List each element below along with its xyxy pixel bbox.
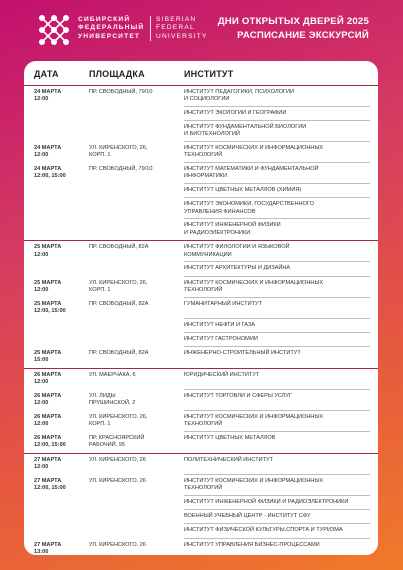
place-cell: УЛ. КИРЕНСКОГО, 26: [89, 456, 146, 463]
table-body: [24, 85, 378, 555]
institute-cell: ИНСТИТУТ ГАСТРОНОМИИ: [184, 335, 258, 342]
logo-line: УНИВЕРСИТЕТ: [78, 32, 141, 40]
table-row: [24, 496, 378, 510]
page-title: [218, 15, 369, 43]
place-cell: УЛ. КИРЕНСКОГО, 26, КОРП. 1: [89, 279, 148, 293]
place-cell: УЛ. ЛИДЫ ПРУШИНСКОЙ, 2: [89, 392, 136, 407]
date-cell: 27 МАРТА 12:00: [34, 456, 62, 471]
institute-cell: ИНСТИТУТ ФИЛОЛОГИИ И ЯЗЫКОВОЙ КОММУНИКАЦИИ: [184, 244, 290, 258]
date-cell: 25 МАРТА 12:00, 15:00: [34, 300, 66, 314]
date-cell: 26 МАРТА 12:00: [34, 392, 62, 407]
logo-line: ФЕДЕРАЛЬНЫЙ: [78, 24, 145, 32]
table-row: [24, 219, 378, 240]
date-cell: 25 МАРТА 12:00: [34, 279, 62, 293]
schedule-card: [24, 61, 378, 555]
title-line: РАСПИСАНИЕ ЭКСКУРСИЙ: [237, 30, 369, 41]
logo-line: СИБИРСКИЙ: [78, 16, 131, 23]
table-row: [24, 107, 378, 121]
table-row: [24, 333, 378, 347]
table-row: [24, 262, 378, 276]
logo-line: FEDERAL: [156, 24, 195, 32]
place-cell: ПР. СВОБОДНЫЙ, 79/10: [89, 166, 153, 173]
table-row: [24, 198, 378, 219]
place-cell: ПР. КРАСНОЯРСКИЙ РАБОЧИЙ, 95: [89, 434, 145, 449]
date-cell: 26 МАРТА 12:00: [34, 371, 62, 386]
logo-line: UNIVERSITY: [156, 32, 208, 40]
institute-cell: ИНСТИТУТ ЦВЕТНЫХ МЕТАЛЛОВ: [184, 434, 276, 441]
logo-text-en: [150, 16, 208, 41]
place-cell: ПР. СВОБОДНЫЙ, 82А: [89, 300, 149, 307]
place-cell: УЛ. КИРЕНСКОГО, 26, КОРП. 1: [89, 145, 148, 159]
column-header-date: ДАТА: [34, 69, 59, 79]
table-row: [24, 524, 378, 538]
institute-cell: ИНСТИТУТ КОСМИЧЕСКИХ И ИНФОРМАЦИОННЫХ ТЕХНОЛОГИЙ: [184, 279, 324, 293]
table-row: [24, 390, 378, 411]
place-cell: УЛ. МАЕРЧАКА, 6: [89, 371, 136, 378]
table-row: [24, 184, 378, 198]
table-row: [24, 539, 378, 556]
day-group: [24, 240, 378, 368]
day-group: [24, 453, 378, 555]
table-header: [24, 61, 378, 85]
institute-cell: ИНСТИТУТ КОСМИЧЕСКИХ И ИНФОРМАЦИОННЫХ ТЕХНОЛОГИЙ: [184, 477, 324, 492]
institute-cell: ИНСТИТУТ ПЕДАГОГИКИ, ПСИХОЛОГИИ И СОЦИОЛОГИИ: [184, 89, 295, 103]
institute-cell: ИНСТИТУТ ФУНДАМЕНТАЛЬНОЙ БИОЛОГИИ И БИОТЕХНОЛОГИЙ: [184, 124, 307, 138]
table-row: [24, 411, 378, 432]
date-cell: 24 МАРТА 12:00: [34, 145, 62, 159]
date-cell: 24 МАРТА 12:00, 15:00: [34, 166, 66, 180]
institute-cell: ИНСТИТУТ КОСМИЧЕСКИХ И ИНФОРМАЦИОННЫХ ТЕХНОЛОГИЙ: [184, 413, 324, 428]
logo-text-ru: [78, 16, 144, 41]
institute-cell: ИНЖЕНЕРНО-СТРОИТЕЛЬНЫЙ ИНСТИТУТ: [184, 349, 301, 356]
institute-cell: ИНСТИТУТ ЭКОНОМИКИ, ГОСУДАРСТВЕННОГО УПРАВЛЕНИЯ ФИНАНСОВ: [184, 201, 314, 215]
date-cell: 27 МАРТА 12:00, 15:00: [34, 477, 66, 492]
table-row: [24, 319, 378, 333]
place-cell: ПР. СВОБОДНЫЙ, 82А: [89, 349, 149, 356]
institute-cell: ПОЛИТЕХНИЧЕСКИЙ ИНСТИТУТ: [184, 456, 274, 463]
institute-cell: ИНСТИТУТ КОСМИЧЕСКИХ И ИНФОРМАЦИОННЫХ ТЕХНОЛОГИЙ: [184, 145, 324, 159]
table-row: [24, 475, 378, 496]
table-row: [24, 510, 378, 524]
logo-line: SIBERIAN: [156, 16, 197, 23]
table-row: [24, 86, 378, 107]
table-row: [24, 347, 378, 368]
table-row: [24, 142, 378, 163]
institute-cell: ИНСТИТУТ ЭКОЛОГИИ И ГЕОГРАФИИ: [184, 110, 287, 116]
day-group: [24, 85, 378, 240]
column-header-institute: ИНСТИТУТ: [184, 69, 234, 79]
date-cell: 26 МАРТА 12:00: [34, 413, 62, 428]
institute-cell: ИНСТИТУТ ИНЖЕНЕРНОЙ ФИЗИКИ И РАДИОЭЛЕКТРОНИКИ: [184, 222, 281, 236]
institute-cell: ИНСТИТУТ АРХИТЕКТУРЫ И ДИЗАЙНА: [184, 265, 291, 272]
institute-cell: ГУМАНИТАРНЫЙ ИНСТИТУТ: [184, 300, 263, 307]
date-cell: 24 МАРТА 12:00: [34, 89, 62, 103]
sfu-logo-icon: [36, 12, 72, 48]
institute-cell: ИНСТИТУТ УПРАВЛЕНИЯ БИЗНЕС-ПРОЦЕССАМИ: [184, 541, 320, 548]
institute-cell: ИНСТИТУТ ЦВЕТНЫХ МЕТАЛЛОВ (ХИМИЯ): [184, 187, 302, 194]
table-row: [24, 298, 378, 319]
date-cell: 25 МАРТА 15:00: [34, 349, 62, 364]
place-cell: УЛ. КИРЕНСКОГО, 26: [89, 477, 146, 484]
column-header-place: ПЛОЩАДКА: [89, 69, 145, 79]
institute-cell: ИНСТИТУТ НЕФТИ И ГАЗА: [184, 321, 255, 328]
institute-cell: ИНСТИТУТ МАТЕМАТИКИ И ФУНДАМЕНТАЛЬНОЙ ИНФОРМАТИКИ: [184, 166, 319, 180]
date-cell: 27 МАРТА 13:00: [34, 541, 62, 555]
header: [0, 0, 403, 58]
institute-cell: ИНСТИТУТ ИНЖЕНЕРНОЙ ФИЗИКИ И РАДИОЭЛЕКТРОНИКИ: [184, 498, 349, 505]
institute-cell: ЮРИДИЧЕСКИЙ ИНСТИТУТ: [184, 371, 260, 378]
table-row: [24, 241, 378, 262]
table-row: [24, 432, 378, 453]
table-row: [24, 121, 378, 142]
table-row: [24, 163, 378, 184]
place-cell: УЛ. КИРЕНСКОГО, 26, КОРП. 1: [89, 413, 148, 428]
institute-cell: ВОЕННЫЙ УЧЕБНЫЙ ЦЕНТР - ИНСТИТУТ СФУ: [184, 513, 311, 520]
place-cell: ПР. СВОБОДНЫЙ, 79/10: [89, 89, 153, 95]
table-row: [24, 369, 378, 390]
date-cell: 25 МАРТА 12:00: [34, 244, 62, 258]
table-row: [24, 454, 378, 475]
date-cell: 26 МАРТА 12:00, 15:00: [34, 434, 66, 449]
place-cell: УЛ. КИРЕНСКОГО, 26: [89, 541, 146, 548]
title-line: ДНИ ОТКРЫТЫХ ДВЕРЕЙ 2025: [217, 16, 369, 27]
day-group: [24, 368, 378, 453]
institute-cell: ИНСТИТУТ ТОРГОВЛИ И СФЕРЫ УСЛУГ: [184, 392, 293, 399]
place-cell: ПР. СВОБОДНЫЙ, 82А: [89, 244, 149, 251]
institute-cell: ИНСТИТУТ ФИЗИЧЕСКОЙ КУЛЬТУРЫ,СПОРТА И ТУРИЗМА: [184, 527, 343, 534]
table-row: [24, 277, 378, 298]
